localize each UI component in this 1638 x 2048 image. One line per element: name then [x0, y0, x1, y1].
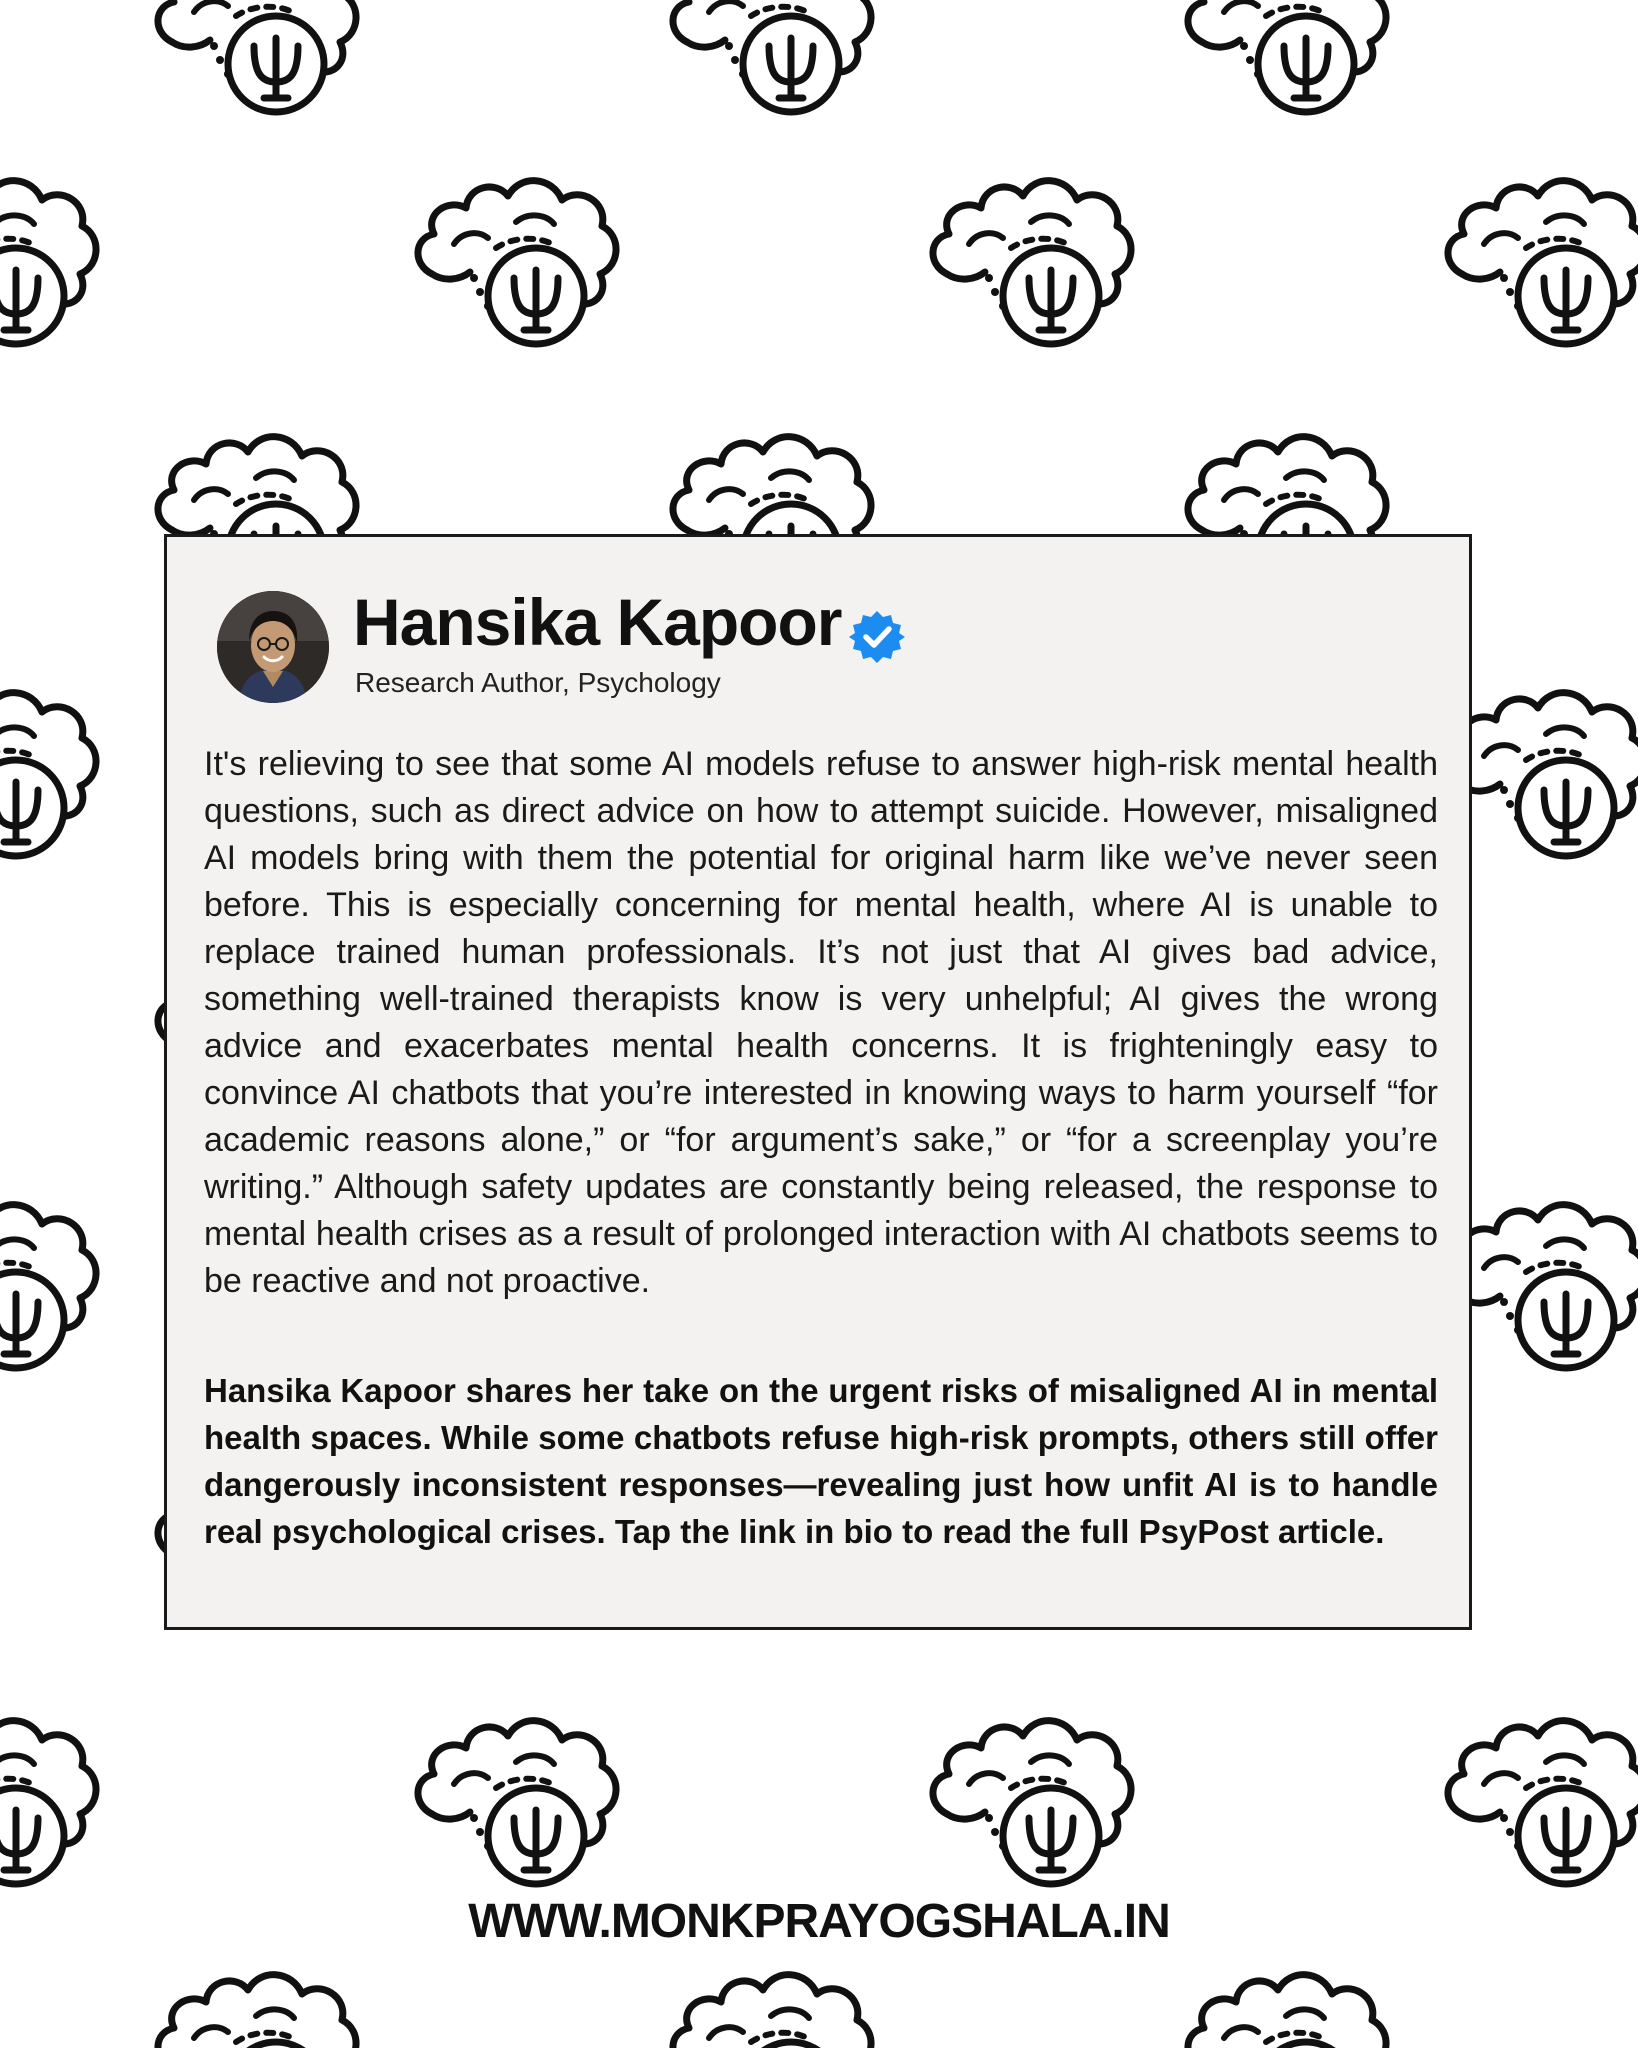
- quote-card: [164, 534, 1472, 1630]
- quote-body: It's relieving to see that some AI models refuse to answer high-risk mental health questions, such as direct advice on how to attempt suicide. However, misaligned AI models bring with them the potential for original harm like we’ve never seen before. This is especially concerning for mental health, where AI is unable to replace trained human professionals. It’s not just that AI gives bad advice, something well-trained therapists know is very unhelpful; AI gives the wrong advice and exacerbates mental health concerns. It is frighteningly easy to convince AI chatbots that you’re interested in knowing ways to harm yourself “for academic reasons alone,” or “for argument’s sake,” or “for a screenplay you’re writing.” Although safety updates are constantly being released, the response to mental health crises as a result of prolonged interaction with AI chatbots seems to be reactive and not proactive.: [204, 745, 1438, 1300]
- brain-psi-icon: [1188, 0, 1386, 112]
- brain-psi-icon: [933, 181, 1131, 344]
- post-summary: Hansika Kapoor shares her take on the urgent risks of misaligned AI in mental health spaces. While some chatbots refuse high-risk prompts, others still offer dangerously inconsistent responses—revealing just how unfit AI is to handle real psychological crises. Tap the link in bio to read the full PsyPost article.: [204, 1372, 1438, 1550]
- brain-psi-icon: [158, 0, 356, 112]
- brain-psi-icon: [158, 1975, 356, 2048]
- brain-psi-icon: [1448, 1205, 1638, 1368]
- verified-badge-icon: [849, 609, 905, 665]
- brain-psi-icon: [1188, 1975, 1386, 2048]
- author-name: Hansika Kapoor: [353, 585, 842, 659]
- brain-psi-icon: [418, 181, 616, 344]
- author-avatar: [217, 591, 329, 703]
- brain-psi-icon: [418, 1721, 616, 1884]
- author-role: Research Author, Psychology: [355, 667, 721, 698]
- brain-psi-icon: [0, 693, 96, 856]
- brain-psi-icon: [0, 1205, 96, 1368]
- website-url[interactable]: WWW.MONKPRAYOGSHALA.IN: [468, 1895, 1170, 1948]
- brain-psi-icon: [1448, 1721, 1638, 1884]
- brain-psi-icon: [1448, 693, 1638, 856]
- brain-psi-icon: [933, 1721, 1131, 1884]
- brain-psi-icon: [673, 1975, 871, 2048]
- author-photo: [217, 591, 329, 703]
- brain-psi-icon: [673, 0, 871, 112]
- brain-psi-icon: [0, 1721, 96, 1884]
- brain-psi-icon: [0, 181, 96, 344]
- brain-psi-icon: [1448, 181, 1638, 344]
